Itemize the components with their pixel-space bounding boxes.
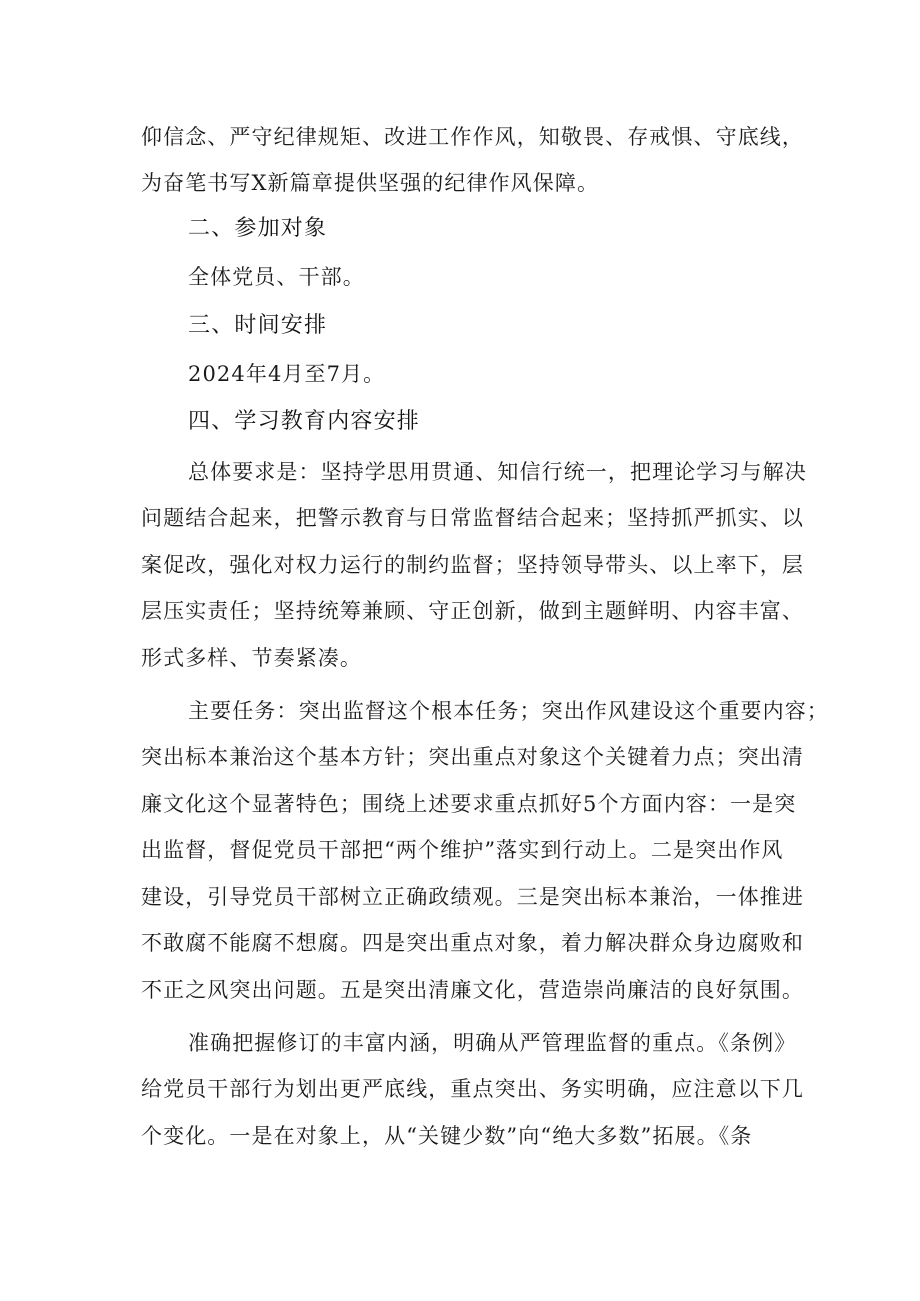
text-line: 总体要求是：坚持学思用贯通、知信行统一，把理论学习与解决 xyxy=(188,460,807,484)
text-line: 个变化。一是在对象上，从“关键少数”向“绝大多数”拓展。《条 xyxy=(141,1124,753,1148)
section-heading-schedule: 三、时间安排 xyxy=(188,313,328,338)
text-line: 建设，引导党员干部树立正确政绩观。三是突出标本兼治，一体推进 xyxy=(141,885,804,909)
text-line: 突出标本兼治这个基本方针；突出重点对象这个关键着力点；突出清 xyxy=(141,745,804,769)
schedule-text: 2024年4月至7月。 xyxy=(188,362,386,386)
text-line: 廉文化这个显著特色；围绕上述要求重点抓好5个方面内容：一是突 xyxy=(141,792,797,816)
text-line: 为奋笔书写X新篇章提供坚强的纪律作风保障。 xyxy=(141,171,600,195)
text-line: 主要任务：突出监督这个根本任务；突出作风建设这个重要内容； xyxy=(188,699,829,723)
section-heading-content: 四、学习教育内容安排 xyxy=(188,409,421,434)
text-line: 层压实责任；坚持统筹兼顾、守正创新，做到主题鲜明、内容丰富、 xyxy=(141,599,804,623)
text-line: 仰信念、严守纪律规矩、改进工作作风，知敬畏、存戒惧、守底线， xyxy=(141,125,804,149)
text-line: 案促改，强化对权力运行的制约监督；坚持领导带头、以上率下，层 xyxy=(141,553,804,577)
text-line: 不敢腐不能腐不想腐。四是突出重点对象，着力解决群众身边腐败和 xyxy=(141,931,804,955)
text-line: 问题结合起来，把警示教育与日常监督结合起来；坚持抓严抓实、以 xyxy=(141,506,804,530)
text-line: 出监督，督促党员干部把“两个维护”落实到行动上。二是突出作风 xyxy=(141,838,784,862)
text-line: 给党员干部行为划出更严底线，重点突出、务实明确，应注意以下几 xyxy=(141,1077,804,1101)
text-line: 形式多样、节奏紧凑。 xyxy=(141,646,362,670)
section-heading-participants: 二、参加对象 xyxy=(188,216,328,241)
participants-text: 全体党员、干部。 xyxy=(188,265,365,289)
text-line: 准确把握修订的丰富内涵，明确从严管理监督的重点。《条例》 xyxy=(188,1031,797,1055)
text-line: 不正之风突出问题。五是突出清廉文化，营造崇尚廉洁的良好氛围。 xyxy=(141,978,804,1002)
